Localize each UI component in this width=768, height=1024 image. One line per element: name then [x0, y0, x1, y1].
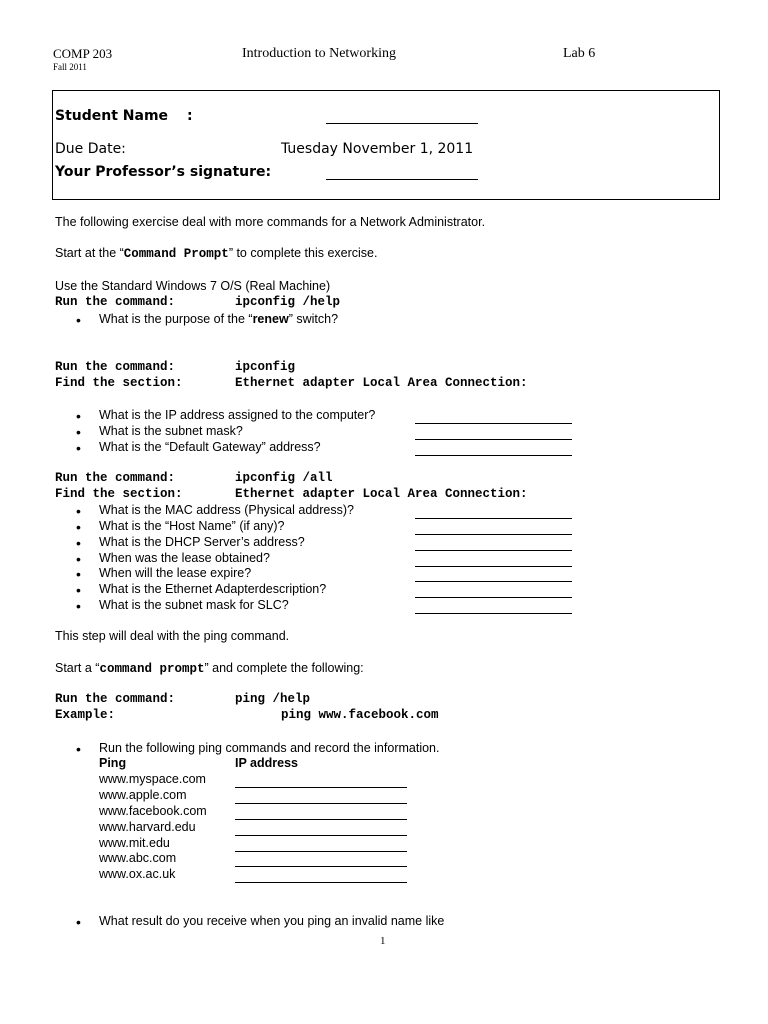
question: What is the “Host Name” (if any)? — [99, 519, 285, 533]
intro-paragraph: The following exercise deal with more commands for a Network Administrator. — [55, 215, 486, 229]
answer-line[interactable] — [415, 601, 572, 617]
run-label: Run the command: — [55, 692, 176, 706]
start-instruction: Start at the “Command Prompt” to complete this exercise. — [55, 246, 378, 261]
ip-answer-line[interactable] — [235, 839, 407, 855]
ip-answer-line[interactable] — [235, 775, 407, 791]
question: What is the “Default Gateway” address? — [99, 440, 321, 454]
ping-host: www.apple.com — [99, 788, 187, 802]
document-title: Introduction to Networking — [242, 46, 396, 61]
question: When was the lease obtained? — [99, 551, 270, 565]
answer-line[interactable] — [415, 569, 572, 585]
find-label: Find the section: — [55, 487, 183, 501]
ip-answer-line[interactable] — [235, 870, 407, 886]
question-renew: What is the purpose of the “renew” switch? — [99, 312, 339, 326]
question: What is the MAC address (Physical address)? — [99, 503, 354, 517]
find-value: Ethernet adapter Local Area Connection: — [235, 376, 528, 390]
answer-line[interactable] — [415, 506, 572, 522]
run-label: Run the command: — [55, 360, 176, 374]
course-code: COMP 203 — [53, 46, 113, 61]
ping-intro: This step will deal with the ping command. — [55, 629, 290, 643]
term: Fall 2011 — [53, 62, 87, 72]
answer-line[interactable] — [415, 427, 572, 443]
bullet-icon: • — [76, 551, 81, 567]
ip-answer-line[interactable] — [235, 791, 407, 807]
ping-start-instruction: Start a “command prompt” and complete the following: — [55, 661, 364, 676]
page-number: 1 — [380, 935, 386, 947]
bullet-icon: • — [76, 598, 81, 614]
signature-label: Your Professor’s signature: — [55, 164, 272, 180]
bullet-icon: • — [76, 312, 81, 328]
find-value: Ethernet adapter Local Area Connection: — [235, 487, 528, 501]
example-label: Example: — [55, 708, 116, 722]
bullet-icon: • — [76, 582, 81, 598]
ping-host: www.myspace.com — [99, 772, 206, 786]
bullet-icon: • — [76, 424, 81, 440]
answer-line[interactable] — [415, 443, 572, 459]
question: What is the IP address assigned to the computer? — [99, 408, 376, 422]
ping-host: www.mit.edu — [99, 836, 170, 850]
ip-answer-line[interactable] — [235, 807, 407, 823]
answer-line[interactable] — [415, 538, 572, 554]
student-name-field[interactable] — [326, 111, 478, 127]
question: What is the Ethernet Adapterdescription? — [99, 582, 327, 596]
bullet-icon: • — [76, 566, 81, 582]
answer-line[interactable] — [415, 411, 572, 427]
bullet-icon: • — [76, 519, 81, 535]
ping-host: www.facebook.com — [99, 804, 207, 818]
bullet-icon: • — [76, 503, 81, 519]
column-header-ping: Ping — [99, 756, 127, 770]
run-command: ipconfig /help — [235, 295, 341, 309]
ping-host: www.abc.com — [99, 851, 177, 865]
bullet-icon: • — [76, 408, 81, 424]
student-name-colon: : — [187, 108, 193, 124]
bullet-icon: • — [76, 741, 81, 757]
answer-line[interactable] — [415, 522, 572, 538]
ip-answer-line[interactable] — [235, 823, 407, 839]
ip-answer-line[interactable] — [235, 854, 407, 870]
os-instruction: Use the Standard Windows 7 O/S (Real Machine) — [55, 279, 331, 293]
answer-line[interactable] — [415, 554, 572, 570]
invalid-name-question: What result do you receive when you ping an invalid name like — [99, 914, 445, 928]
example-command: ping www.facebook.com — [281, 708, 439, 722]
bullet-icon: • — [76, 440, 81, 456]
due-date-value: Tuesday November 1, 2011 — [281, 141, 474, 157]
run-label: Run the command: — [55, 471, 176, 485]
bullet-icon: • — [76, 914, 81, 930]
signature-field[interactable] — [326, 167, 478, 183]
question: When will the lease expire? — [99, 566, 252, 580]
ping-bullet-text: Run the following ping commands and record the information. — [99, 741, 440, 755]
ping-host: www.harvard.edu — [99, 820, 196, 834]
run-command: ipconfig — [235, 360, 296, 374]
lab-number: Lab 6 — [563, 46, 596, 61]
question: What is the subnet mask for SLC? — [99, 598, 289, 612]
ping-host: www.ox.ac.uk — [99, 867, 176, 881]
column-header-ip: IP address — [235, 756, 299, 770]
question: What is the subnet mask? — [99, 424, 243, 438]
student-name-label: Student Name — [55, 108, 169, 124]
bullet-icon: • — [76, 535, 81, 551]
question: What is the DHCP Server’s address? — [99, 535, 305, 549]
run-label: Run the command: — [55, 295, 176, 309]
run-command: ping /help — [235, 692, 311, 706]
find-label: Find the section: — [55, 376, 183, 390]
answer-line[interactable] — [415, 585, 572, 601]
due-date-label: Due Date: — [55, 141, 126, 157]
run-command: ipconfig /all — [235, 471, 333, 485]
